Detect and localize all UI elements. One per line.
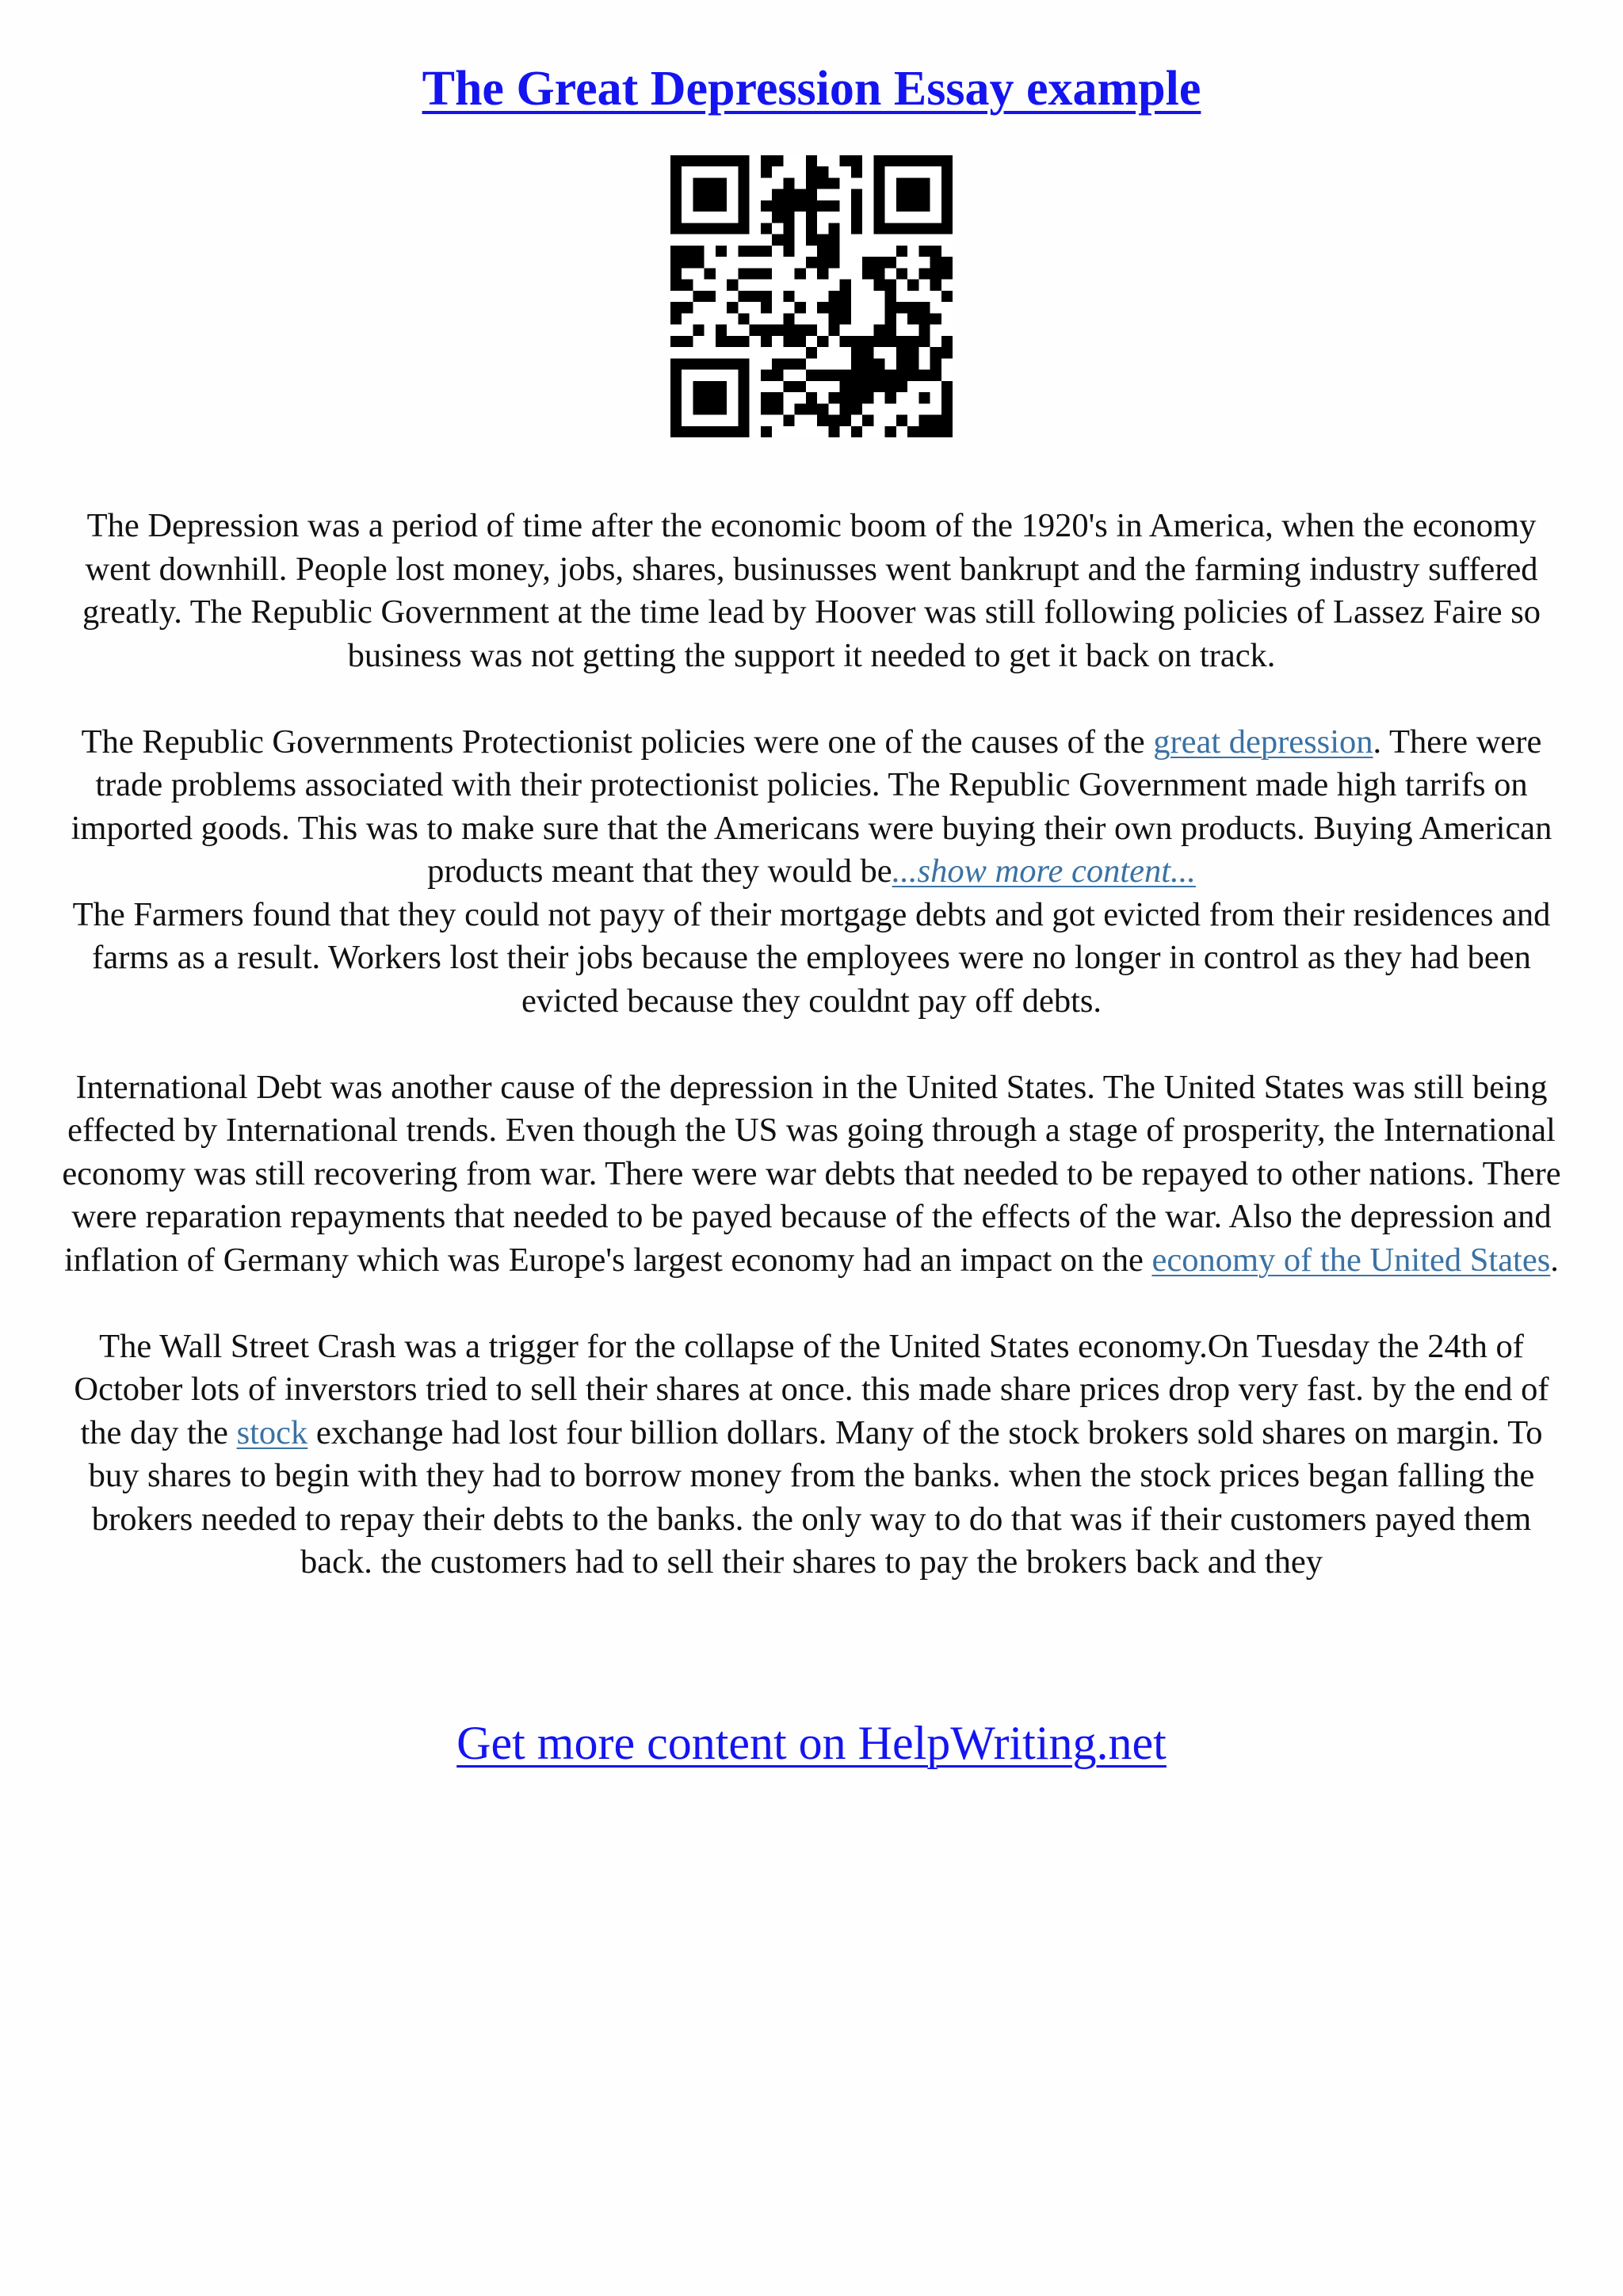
paragraph-5 xyxy=(55,1325,1568,1585)
paragraph-5-text: The Wall Street Crash was a trigger for the collapse of the United States economy.On Tuesday the 24th of October lots of inverstors tried to sell their shares at once. this made share prices drop very fast. by the end of the day the xyxy=(74,1327,1549,1451)
great-depression-link[interactable]: great depression xyxy=(1153,723,1373,761)
economy-of-the-united-states-link[interactable]: economy of the United States xyxy=(1151,1241,1551,1279)
paragraph-5-continued: exchange had lost four billion dollars. Many of the stock brokers sold shares on margin. To buy shares to begin with they had to borrow money from the banks. when the stock prices began falling the brokers needed to repay their debts to the banks. the only way to do that was if their customers payed them back. the customers had to sell their shares to pay the brokers back and they xyxy=(88,1413,1543,1581)
paragraph-1: The Depression was a period of time after the economic boom of the 1920's in America, when the economy went downhill. People lost money, jobs, shares, businusses went bankrupt and the farming industry suffered greatly. The Republic Government at the time lead by Hoover was still following policies of Lassez Faire so business was not getting the support it needed to get it back on track. xyxy=(82,507,1541,674)
essay-body xyxy=(55,505,1568,1627)
paragraph-2-continued: . There were trade problems associated with their protectionist policies. The Republic Government made high tarrifs on imported goods. This was to make sure that the Americans were buying their own products. Buying American products meant that they would be xyxy=(71,723,1552,890)
title-link[interactable]: The Great Depression Essay example xyxy=(422,62,1201,116)
paragraph-2-text: The Republic Governments Protectionist policies were one of the causes of the xyxy=(81,723,1154,761)
paragraph-4-text: International Debt was another cause of the depression in the United States. The United States was still being effected by International trends. Even though the US was going through a stage of prosperity, the International economy was still recovering from war. There were war debts that needed to be repayed to other nations. There were reparation repayments that needed to be payed because of the effects of the war. Also the depression and inflation of Germany which was Europe's largest economy had an impact on the xyxy=(62,1068,1561,1279)
qr-code xyxy=(670,155,953,437)
show-more-content-link[interactable]: ...show more content... xyxy=(892,852,1196,890)
paragraph-3: The Farmers found that they could not payy of their mortgage debts and got evicted from their residences and farms as a result. Workers lost their jobs because the employees were no longer in control as they had been evicted because they couldnt pay off debts. xyxy=(72,895,1551,1020)
stock-link[interactable]: stock xyxy=(236,1413,308,1451)
paragraph-4-end: . xyxy=(1550,1241,1559,1279)
footer xyxy=(0,1713,1623,1773)
page-title xyxy=(0,57,1623,120)
paragraph-2 xyxy=(55,721,1568,894)
paragraph-4 xyxy=(55,1066,1568,1283)
helpwriting-link[interactable]: Get more content on HelpWriting.net xyxy=(456,1717,1167,1769)
